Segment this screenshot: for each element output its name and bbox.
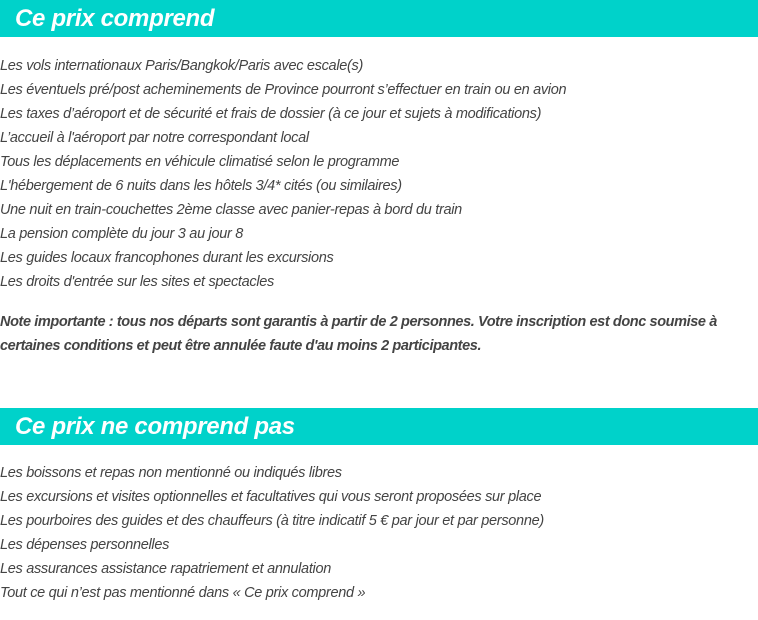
list-item: Les guides locaux francophones durant les excursions: [0, 250, 334, 266]
list-item: Les dépenses personnelles: [0, 537, 170, 553]
list-item: Les vols internationaux Paris/Bangkok/Paris avec escale(s): [0, 58, 364, 74]
list-item: Les excursions et visites optionnelles et facultatives qui vous seront proposées sur place: [0, 489, 542, 505]
section-price-excludes: [0, 408, 758, 605]
important-note: Note importante : tous nos départs sont garantis à partir de 2 personnes. Votre inscription est donc soumise à certaines conditions et peut être annulée faute d'au moins 2 participantes.: [0, 314, 717, 354]
list-item: L'hébergement de 6 nuits dans les hôtels 3/4* cités (ou similaires): [0, 178, 402, 194]
section-header-includes: [0, 0, 758, 37]
list-item: Tout ce qui n’est pas mentionné dans « Ce prix comprend »: [0, 585, 366, 601]
list-item: Les assurances assistance rapatriement et annulation: [0, 561, 331, 577]
list-item: L’accueil à l'aéroport par notre correspondant local: [0, 130, 309, 146]
list-item: Les taxes d’aéroport et de sécurité et frais de dossier (à ce jour et sujets à modifications): [0, 106, 542, 122]
excluded-items-list: [0, 445, 758, 605]
list-item: Tous les déplacements en véhicule climatisé selon le programme: [0, 154, 400, 170]
list-item: La pension complète du jour 3 au jour 8: [0, 226, 244, 242]
list-item: Les boissons et repas non mentionné ou indiqués libres: [0, 465, 342, 481]
section-header-excludes: [0, 408, 758, 445]
included-items-list: [0, 37, 758, 294]
list-item: Une nuit en train-couchettes 2ème classe avec panier-repas à bord du train: [0, 202, 462, 218]
list-item: Les pourboires des guides et des chauffeurs (à titre indicatif 5 € par jour et par personne): [0, 513, 544, 529]
list-item: Les droits d'entrée sur les sites et spectacles: [0, 274, 274, 290]
list-item: Les éventuels pré/post acheminements de Province pourront s’effectuer en train ou en avion: [0, 82, 567, 98]
section-title-includes: Ce prix comprend: [15, 5, 215, 32]
section-title-excludes: Ce prix ne comprend pas: [15, 413, 295, 440]
